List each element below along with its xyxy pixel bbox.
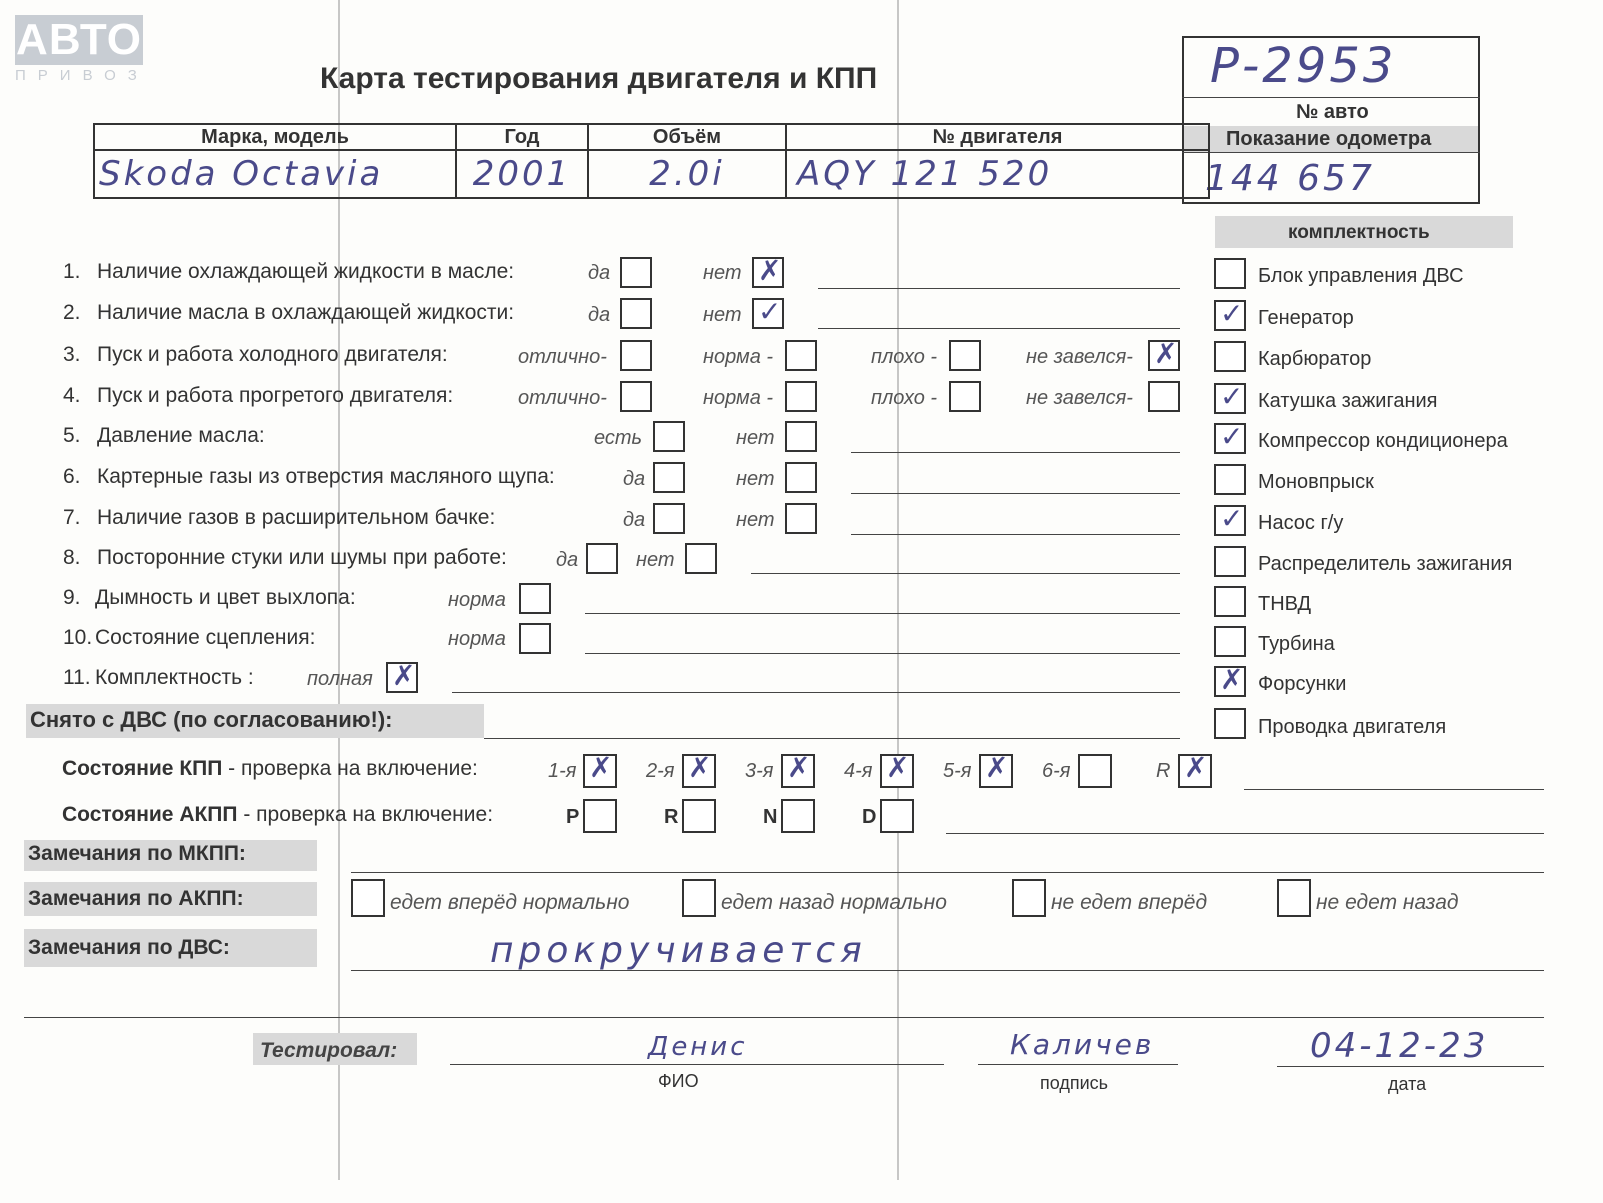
akpp-mode-checkbox[interactable] (682, 799, 716, 833)
akpp-label-rest: - проверка на включение: (237, 803, 494, 826)
komplekt-checkbox[interactable] (1214, 297, 1246, 331)
option-label: да (623, 468, 646, 490)
note-line (818, 288, 1180, 289)
checkbox-full[interactable] (386, 659, 418, 693)
komplekt-checkbox[interactable] (1214, 626, 1246, 657)
option-label: нет (736, 509, 775, 531)
option-label: норма - (703, 346, 774, 368)
logo (15, 15, 149, 84)
item-text: Комплектность : (95, 666, 254, 689)
checkbox-no[interactable] (752, 295, 784, 329)
check-mark-icon: ✓ (1220, 420, 1244, 453)
kpp-label-rest: - проверка на включение: (222, 757, 478, 780)
signature-line (978, 1064, 1178, 1065)
note-line (351, 970, 1544, 971)
komplekt-checkbox[interactable] (1214, 420, 1246, 454)
checkbox-no[interactable] (785, 503, 817, 534)
akpp-remark-checkbox[interactable] (1012, 879, 1046, 917)
option-label: да (556, 549, 579, 571)
akpp-remark-checkbox[interactable] (1277, 879, 1311, 917)
check-mark-icon: ✗ (886, 751, 910, 784)
gear-checkbox[interactable] (1078, 754, 1112, 788)
checkbox-yes[interactable] (653, 462, 685, 493)
komplekt-checkbox[interactable] (1214, 341, 1246, 372)
item-number: 5. (63, 424, 81, 447)
check-mark-icon: ✓ (1220, 380, 1244, 413)
option-label: плохо - (871, 387, 938, 409)
option-label: нет (703, 262, 742, 284)
option-label: не завелся- (1026, 346, 1133, 368)
checkbox-no[interactable] (785, 421, 817, 452)
page-title: Карта тестирования двигателя и КПП (320, 62, 878, 95)
akpp-mode-checkbox[interactable] (880, 799, 914, 833)
komplekt-label: Насос г/у (1258, 512, 1344, 534)
komplekt-label: Генератор (1258, 307, 1354, 329)
option-label: нет (636, 549, 675, 571)
note-line (751, 573, 1180, 574)
checkbox-no[interactable] (752, 254, 784, 288)
signature-label: подпись (1040, 1073, 1109, 1093)
checkbox-normal[interactable] (785, 340, 817, 371)
akpp-mode-checkbox[interactable] (583, 799, 617, 833)
option-label: норма (448, 589, 506, 611)
checkbox-yes[interactable] (586, 543, 618, 574)
gear-checkbox[interactable] (979, 751, 1013, 788)
akpp-remark-label: едет вперёд нормально (390, 891, 630, 914)
akpp-remark-label: не едет вперёд (1051, 891, 1208, 914)
gear-label: R (1156, 760, 1171, 782)
item-number: 2. (63, 301, 81, 324)
option-label: да (588, 262, 611, 284)
note-line (818, 328, 1180, 329)
item-text: Давление масла: (97, 424, 265, 447)
option-label: норма (448, 628, 506, 650)
checkbox-not-started[interactable] (1148, 381, 1180, 412)
note-line (452, 692, 1180, 693)
kpp-label (62, 757, 478, 781)
checkbox-no[interactable] (785, 462, 817, 493)
checkbox-normal[interactable] (519, 583, 551, 614)
col-year: Год (456, 124, 588, 150)
gear-checkbox[interactable] (880, 751, 914, 788)
komplekt-checkbox[interactable] (1214, 464, 1246, 495)
checkbox-excellent[interactable] (620, 381, 652, 412)
komplekt-label: Блок управления ДВС (1258, 265, 1464, 287)
checkbox-bad[interactable] (949, 340, 981, 371)
divider (1182, 97, 1480, 98)
option-label: нет (703, 304, 742, 326)
gear-label: 3-я (745, 760, 774, 782)
check-mark-icon: ✗ (392, 659, 416, 692)
remarks-mkpp-label: Замечания по МКПП: (28, 842, 246, 865)
checkbox-yes[interactable] (620, 257, 652, 288)
check-mark-icon: ✗ (1220, 663, 1244, 696)
option-label: есть (594, 427, 643, 449)
item-number: 10. (63, 626, 93, 649)
item-number: 4. (63, 384, 81, 407)
checkbox-not-started[interactable] (1148, 337, 1180, 371)
check-mark-icon: ✗ (758, 254, 782, 287)
model-value: Skoda Octavia (99, 154, 384, 194)
tested-label: Тестировал: (260, 1039, 398, 1062)
year-value: 2001 (472, 154, 572, 194)
akpp-mode-checkbox[interactable] (781, 799, 815, 833)
gear-checkbox[interactable] (781, 751, 815, 788)
komplekt-label: Карбюратор (1258, 348, 1372, 370)
option-label: нет (736, 427, 775, 449)
komplekt-label: Форсунки (1258, 673, 1347, 695)
checkbox-excellent[interactable] (620, 340, 652, 371)
option-label: нет (736, 468, 775, 490)
note-line (24, 1017, 1544, 1018)
auto-number-label: № авто (1296, 101, 1369, 123)
item-text: Пуск и работа холодного двигателя: (97, 343, 448, 366)
option-label: полная (307, 668, 373, 690)
item-number: 3. (63, 343, 81, 366)
engine-number-value: AQY 121 520 (797, 154, 1053, 194)
gear-label: 1-я (548, 760, 577, 782)
komplekt-checkbox[interactable] (1214, 380, 1246, 414)
komplekt-checkbox[interactable] (1214, 502, 1246, 536)
item-text: Состояние сцепления: (95, 626, 316, 649)
komplekt-label: ТНВД (1258, 593, 1312, 615)
item-number: 8. (63, 546, 81, 569)
item-number: 7. (63, 506, 81, 529)
auto-number-handwritten: Р-2953 (1210, 38, 1397, 94)
note-line (351, 872, 1544, 873)
gear-label: 4-я (844, 760, 873, 782)
item-number: 9. (63, 586, 81, 609)
komplekt-label: Турбина (1258, 633, 1335, 655)
signature-handwritten: Каличев (1010, 1028, 1155, 1061)
divider (1182, 152, 1480, 153)
fio-line (450, 1064, 944, 1065)
check-mark-icon: ✗ (1184, 751, 1208, 784)
option-label: плохо - (871, 346, 938, 368)
check-mark-icon: ✗ (787, 751, 811, 784)
date-line (1277, 1066, 1544, 1067)
akpp-label (62, 803, 493, 827)
komplekt-label: Компрессор кондиционера (1258, 430, 1508, 452)
option-label: отлично- (518, 346, 607, 368)
odometer-label: Показание одометра (1226, 128, 1432, 150)
removed-label: Снято с ДВС (по согласованию!): (30, 707, 393, 732)
komplekt-checkbox[interactable] (1214, 258, 1246, 289)
option-label: да (588, 304, 611, 326)
item-text: Наличие масла в охлаждающей жидкости: (97, 301, 515, 324)
item-text: Наличие газов в расширительном бачке: (97, 506, 496, 529)
komplekt-label: Катушка зажигания (1258, 390, 1438, 412)
gear-checkbox[interactable] (1178, 751, 1212, 788)
akpp-mode-label: R (664, 806, 679, 828)
note-line (851, 534, 1180, 535)
item-text: Картерные газы из отверстия масляного щупа: (97, 465, 555, 488)
akpp-mode-label: P (566, 806, 580, 828)
note-line (851, 493, 1180, 494)
gear-checkbox[interactable] (583, 751, 617, 788)
option-label: отлично- (518, 387, 607, 409)
gear-checkbox[interactable] (682, 751, 716, 788)
note-line (851, 452, 1180, 453)
checkbox-no[interactable] (685, 543, 717, 574)
volume-value: 2.0i (649, 154, 725, 194)
option-label: не завелся- (1026, 387, 1133, 409)
col-volume: Объём (588, 124, 786, 150)
checkbox-normal[interactable] (519, 623, 551, 654)
komplekt-label: Проводка двигателя (1258, 716, 1447, 738)
note-line (585, 613, 1180, 614)
komplekt-checkbox[interactable] (1214, 586, 1246, 617)
kpp-label-bold: Состояние КПП (62, 757, 223, 780)
akpp-label-bold: Состояние АКПП (62, 803, 238, 826)
akpp-remark-checkbox[interactable] (682, 879, 716, 917)
checkbox-normal[interactable] (785, 381, 817, 412)
akpp-mode-label: N (763, 806, 778, 828)
option-label: норма - (703, 387, 774, 409)
remarks-dvs-handwritten: прокручивается (490, 930, 867, 971)
date-label: дата (1388, 1074, 1427, 1094)
note-line (946, 833, 1544, 834)
item-text: Пуск и работа прогретого двигателя: (97, 384, 454, 407)
gear-label: 6-я (1042, 760, 1071, 782)
fio-handwritten: Денис (648, 1032, 748, 1062)
check-mark-icon: ✓ (758, 295, 782, 328)
check-mark-icon: ✓ (1220, 297, 1244, 330)
date-handwritten: 04-12-23 (1310, 1026, 1489, 1066)
akpp-mode-label: D (862, 806, 877, 828)
option-label: да (623, 509, 646, 531)
vehicle-table (93, 123, 1210, 199)
logo-sub: ПРИВОЗ (15, 67, 149, 84)
checkbox-bad[interactable] (949, 381, 981, 412)
check-mark-icon: ✗ (688, 751, 712, 784)
check-mark-icon: ✗ (589, 751, 613, 784)
akpp-remark-checkbox[interactable] (351, 879, 385, 917)
remarks-dvs-label: Замечания по ДВС: (28, 936, 230, 959)
item-text: Наличие охлаждающей жидкости в масле: (97, 260, 515, 283)
checkbox-yes[interactable] (620, 298, 652, 329)
fio-label: ФИО (658, 1071, 699, 1091)
check-mark-icon: ✗ (985, 751, 1009, 784)
item-number: 6. (63, 465, 81, 488)
akpp-remark-label: не едет назад (1316, 891, 1459, 914)
komplekt-label: Распределитель зажигания (1258, 553, 1513, 575)
check-mark-icon: ✗ (1154, 337, 1178, 370)
odometer-handwritten: 144 657 (1205, 158, 1375, 199)
col-model: Марка, модель (94, 124, 456, 150)
komplekt-label: Моновпрыск (1258, 471, 1374, 493)
checkbox-yes[interactable] (653, 503, 685, 534)
komplekt-checkbox[interactable] (1214, 663, 1246, 697)
komplekt-checkbox[interactable] (1214, 546, 1246, 577)
check-mark-icon: ✓ (1220, 502, 1244, 535)
logo-main: АВТО (16, 15, 142, 64)
checkbox-yes[interactable] (653, 421, 685, 452)
item-number: 11. (63, 666, 91, 689)
note-line (585, 653, 1180, 654)
col-engine: № двигателя (786, 124, 1209, 150)
note-line (1244, 789, 1544, 790)
gear-label: 2-я (646, 760, 675, 782)
komplekt-checkbox[interactable] (1214, 708, 1246, 739)
gear-label: 5-я (943, 760, 972, 782)
remarks-akpp-label: Замечания по АКПП: (28, 887, 244, 910)
item-text: Дымность и цвет выхлопа: (95, 586, 356, 609)
komplekt-title: комплектность (1288, 222, 1430, 243)
note-line (484, 738, 1180, 739)
akpp-remark-label: едет назад нормально (721, 891, 947, 914)
item-number: 1. (63, 260, 81, 283)
item-text: Посторонние стуки или шумы при работе: (97, 546, 507, 569)
